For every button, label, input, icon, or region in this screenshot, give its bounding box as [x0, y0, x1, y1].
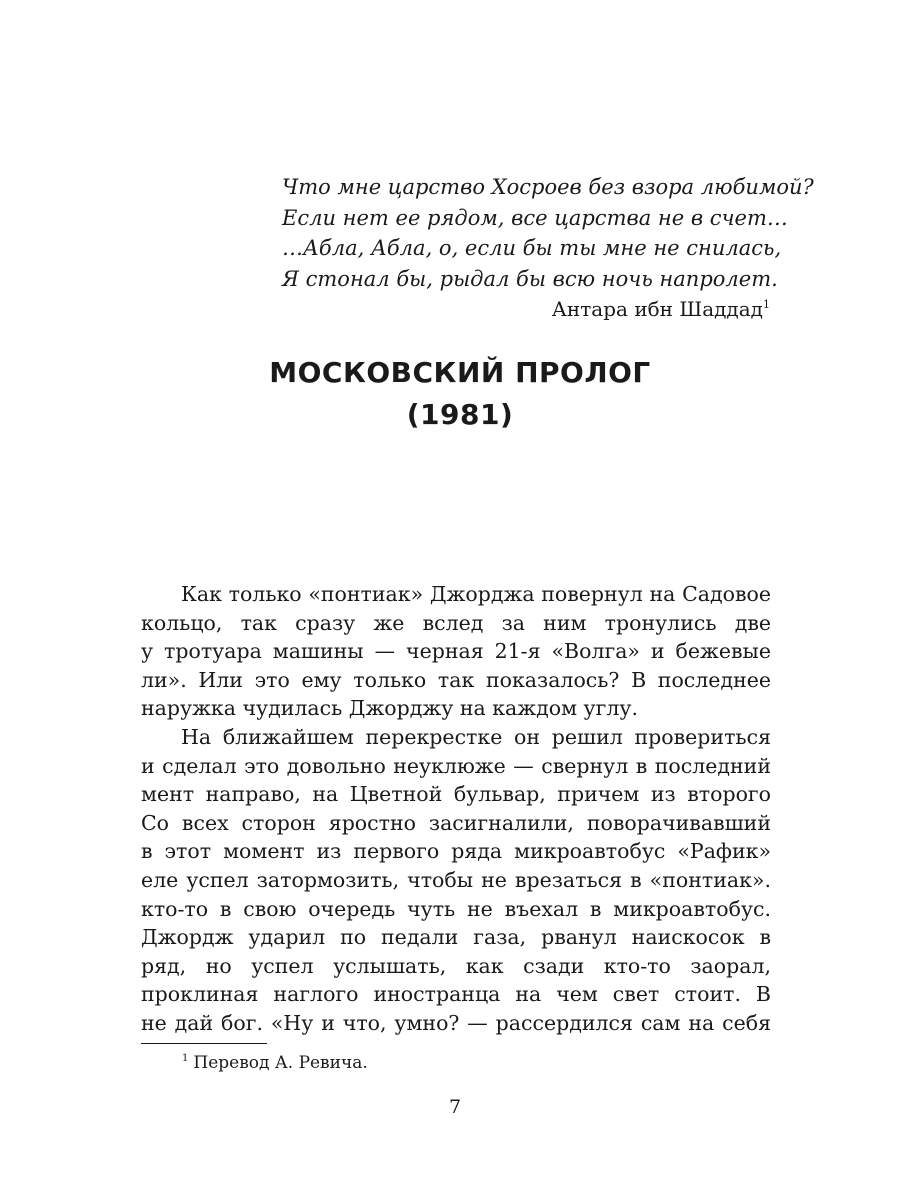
chapter-heading [0, 352, 900, 436]
text-line: в этот момент из первого ряда микроавтобус «Рафик» [141, 839, 771, 864]
footnote [182, 1053, 368, 1073]
chapter-year: (1981) [406, 398, 514, 431]
text-line: кто-то в свою очередь чуть не въехал в микроавтобус. [141, 896, 771, 921]
text-line: и сделал это довольно неуклюже — свернул в последний [141, 753, 771, 778]
epigraph-line: Что мне царство Хосроев без взора любимой? [282, 175, 814, 199]
text-line: Со всех сторон яростно засигналили, поворачивавший [141, 810, 771, 835]
footnote-text: Перевод А. Ревича. [193, 1053, 368, 1073]
epigraph-line: Я стонал бы, рыдал бы всю ночь напролет. [282, 266, 778, 291]
text-line: Джордж ударил по педали газа, рванул наискосок в [141, 925, 771, 950]
epigraph-line: …Абла, Абла, о, если бы ты мне не снилась, [282, 236, 782, 260]
text-line: ряд, но успел услышать, как сзади кто-то заорал, [141, 953, 771, 978]
text-line: мент направо, на Цветной бульвар, причем из второго [141, 782, 771, 807]
footnote-reference: 1 [763, 298, 770, 311]
text-line: ли». Или это ему только так показалось? В последнее [141, 667, 771, 692]
text-line: проклиная наглого иностранца на чем свет стоит. В [141, 982, 771, 1007]
epigraph-line: Если нет ее рядом, все царства не в счет… [282, 205, 788, 230]
epigraph [282, 172, 814, 294]
footnote-rule [141, 1043, 267, 1044]
text-line: наружка чудилась Джорджу на каждом углу. [141, 696, 638, 721]
text-line: Как только «понтиак» Джорджа повернул на Садовое [181, 582, 771, 606]
text-line: у тротуара машины — черная 21-я «Волга» и бежевые [141, 639, 771, 664]
epigraph-attribution [552, 297, 770, 321]
chapter-title: МОСКОВСКИЙ ПРОЛОГ [269, 356, 651, 389]
text-line: кольцо, так сразу же вслед за ним тронулись две [141, 610, 771, 635]
text-line: еле успел затормозить, чтобы не врезаться в «понтиак». [141, 867, 771, 892]
footnote-marker: 1 [182, 1053, 189, 1064]
text-line: На ближайшем перекрестке он решил провериться [181, 724, 771, 749]
page-number: 7 [448, 1096, 462, 1118]
text-line: не дай бог. «Ну и что, умно? — рассердился сам на себя [141, 1010, 771, 1035]
body-text [141, 580, 771, 1038]
epigraph-author: Антара ибн Шаддад [551, 297, 763, 321]
